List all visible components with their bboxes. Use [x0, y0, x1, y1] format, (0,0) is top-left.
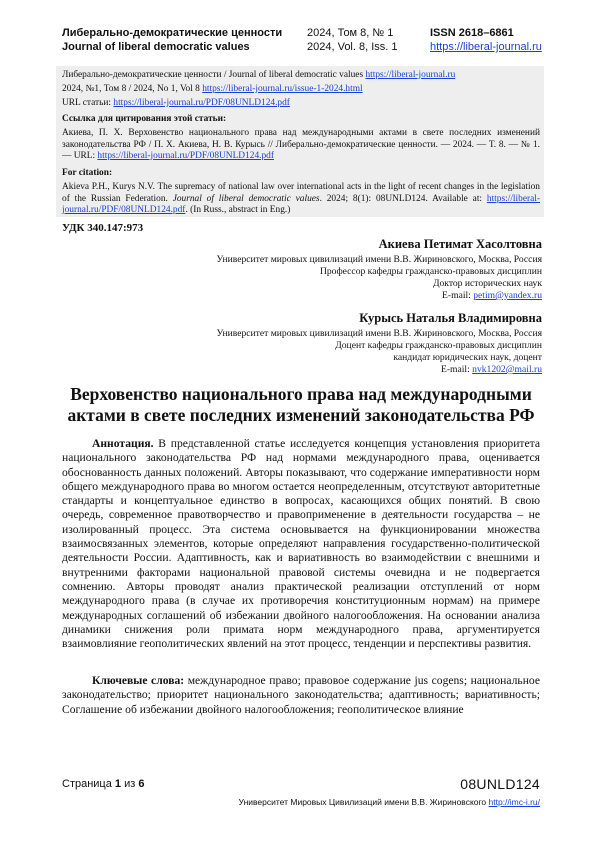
abstract-label: Аннотация.	[92, 437, 154, 450]
article-title: Верховенство национального права над международными актами в свете последних изменений законодательства РФ	[67, 384, 535, 425]
cite-ru-heading: Ссылка для цитирования этой статьи:	[62, 114, 227, 124]
author-2-affiliation: Университет мировых цивилизаций имени В.В. Жириновского, Москва, Россия	[216, 328, 542, 339]
journal-title-en: Journal of liberal democratic values	[62, 41, 250, 53]
abstract-text: В представленной статье исследуется концепция установления приоритета национального законодательства РФ над нормами международного права, оценивается обоснованность данных положений. Авторы показывают, что содержание императивности норм общего международного права во многом остается неопределенным, отсутствуют авторитетные стандарты и концептуальное единство в вопросах, касающихся общих понятий. В свою очередь, современное правотворчество и правоприменение в деятельности государства – не изолированный процесс. Эта система основывается на функционировании множества взаимосвязанных элементов, которые определяют направления государственно-политической деятельности России. Адаптивность, как и вариативность во взаимодействии с внешними и внутренними факторами национальной правовой системы очевидна и не подвергается сомнению. Авторы проводят анализ практической реализации отступлений от норм международного права (в случае их противоречия конституционным нормам) на примере международных соглашений об избежании двойного налогообложения. На основании анализа динамики снижения роли примата норм международного права, аргументируется взаимовлияние геополитических явлений на этот процесс, тенденции и перспективы развития.	[62, 437, 540, 651]
keywords-label: Ключевые слова:	[92, 674, 185, 687]
cite-en-text: Akieva P.H., Kurys N.V. The supremacy of national law over international acts in the light of recent changes in the legislation of the Russian Federation. Journal of liberal democratic values. 2024; 8(1): 08UNLD124. Available at: https://liberal-journal.ru/PDF/08UNLD124.pdf. (In Russ., abstract in Eng.)	[62, 182, 540, 215]
author-1-email[interactable]: petim@yandex.ru	[473, 290, 542, 301]
author-2-email-line: E-mail: nvk1202@mail.ru	[440, 364, 542, 375]
cite-en-heading: For citation:	[62, 168, 113, 178]
cite-line-2: 2024, №1, Том 8 / 2024, No 1, Vol 8 https://liberal-journal.ru/issue-1-2024.html	[62, 84, 363, 94]
page-indicator: Страница 1 из 6	[62, 778, 145, 790]
issue-info	[307, 26, 398, 54]
author-1-position: Профессор кафедры гражданско-правовых дисциплин	[319, 266, 542, 277]
author-1-degree: Доктор исторических наук	[432, 278, 542, 289]
journal-title-ru: Либерально-демократические ценности	[62, 27, 283, 39]
journal-names	[62, 26, 282, 54]
journal-link[interactable]: https://liberal-journal.ru	[365, 70, 456, 80]
journal-site-link[interactable]: https://liberal-journal.ru	[430, 41, 542, 53]
author-2-name: Курысь Наталья Владимировна	[359, 311, 542, 325]
issue-link[interactable]: https://liberal-journal.ru/issue-1-2024.html	[202, 84, 363, 94]
issue-info-en: 2024, Vol. 8, Iss. 1	[307, 41, 398, 53]
author-1-name: Акиева Петимат Хасолтовна	[378, 237, 542, 251]
cite-url-line: URL статьи: https://liberal-journal.ru/PDF/08UNLD124.pdf	[62, 98, 290, 108]
university-footer: Университет Мировых Цивилизаций имени В.В. Жириновского http://imc-i.ru/	[238, 797, 540, 807]
issn-block	[430, 26, 542, 54]
author-2-position: Доцент кафедры гражданско-правовых дисциплин	[335, 340, 542, 351]
university-link[interactable]: http://imc-i.ru/	[488, 797, 540, 807]
author-1-affiliation: Университет мировых цивилизаций имени В.В. Жириновского, Москва, Россия	[216, 254, 542, 265]
author-2-email[interactable]: nvk1202@mail.ru	[472, 364, 542, 375]
author-2-degree: кандидат юридических наук, доцент	[393, 352, 542, 363]
author-1-email-line: E-mail: petim@yandex.ru	[442, 290, 542, 301]
cite-en-link[interactable]: https://liberal-journal.ru/PDF/08UNLD124.pdf	[62, 193, 540, 215]
cite-ru-text: Акиева, П. Х. Верховенство национального права над международными актами в свете последних изменений законодательства РФ / П. Х. Акиева, Н. В. Курысь // Либерально-демократические ценности. — 2024. — Т. 8. — № 1. — URL: https://liberal-journal.ru/PDF/08UNLD124.pdf	[62, 128, 540, 161]
issue-info-ru: 2024, Том 8, № 1	[307, 27, 394, 39]
keywords	[62, 674, 540, 717]
cite-ru-link[interactable]: https://liberal-journal.ru/PDF/08UNLD124.pdf	[97, 151, 274, 161]
udk-code: УДК 340.147:973	[62, 222, 144, 234]
issn: ISSN 2618–6861	[430, 27, 514, 39]
article-code: 08UNLD124	[460, 776, 540, 792]
author-2	[217, 310, 542, 376]
keywords-text: международное право; правовое содержание jus cogens; национальное законодательство; приоритет национального законодательства; адаптивность; вариативность; Соглашение об избежании двойного налогообложения; геополитическое влияние	[62, 674, 540, 716]
abstract	[62, 437, 540, 651]
journal-header	[62, 26, 542, 58]
article-url-link[interactable]: https://liberal-journal.ru/PDF/08UNLD124.pdf	[113, 98, 290, 108]
cite-line-1: Либерально-демократические ценности / Journal of liberal democratic values https://liberal-journal.ru	[62, 70, 456, 80]
author-1	[217, 236, 542, 302]
